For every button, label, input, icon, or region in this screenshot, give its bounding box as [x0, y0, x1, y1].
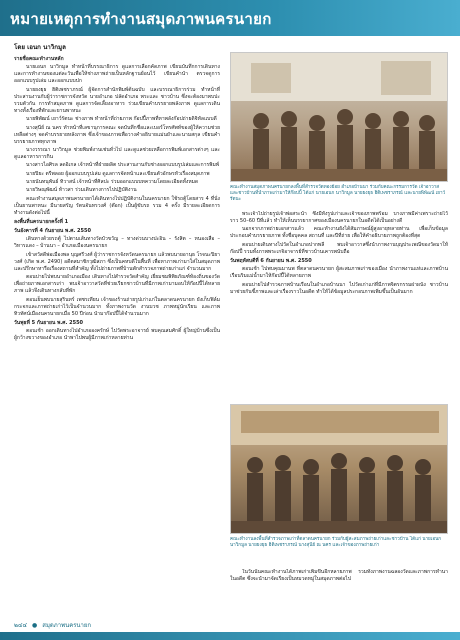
- paragraph: นายวิษณุพัฒน์ ท้าวสา ร่วมเดินทางการไปปฏิบัติงาน: [26, 187, 137, 194]
- photo-group-temple: [230, 52, 448, 182]
- section-subheading: รายชื่อคณะทำงานหลัก: [14, 56, 64, 62]
- paragraph: นายพิพัฒน์ เยาว์รัตนะ ช่างภาพ ทำหน้าที่ถ่ายภาพ ก๊อปปี้ภาพที่หาพลังก๊อปถ่ายดิจิทัลแบบดี: [26, 116, 217, 123]
- paragraph: ตอนเช้า ไปพบคุณมานพ ที่ตลาดนครนายก ผู้สะสมภาพเก่าของเมือง นำภาพงานแห่และภาพบ้านเรือนริมแม่น้ำมาให้ก๊อปปี้ได้หลายภาพ: [230, 266, 448, 280]
- right-column-bottom: [230, 569, 448, 613]
- author-byline: โดย เอนก นาวิกมูล: [14, 44, 66, 51]
- page-footer: [14, 620, 91, 630]
- paragraph: นายยงยุธ ฮิติเพชราภรณ์ ผู้จัดการสำนักพิมพ์ต้นฉบับ และบรรณาธิการร่วม ทำหน้าที่ประสานงานกับผู้ว่าราชการจังหวัด นายอำเภอ ปลัดอำเภอ พระและ ชาวบ้าน ซึ่งจะต้องมาพบปะรวมตัวกัน การทำสมุดภาพ ดูแลการจัดเลี้ยงอาหาร ร่วมเขียนคำบรรยายพลังภาพ ดูแลการเดินทางทั้งเรื่องที่พักและยานพาหนะ: [14, 86, 220, 115]
- photo-group-market: [230, 404, 448, 534]
- book-title: สมุดภาพนครนายก: [42, 622, 92, 629]
- paragraph: พระเจ้าไปถ่ายรูปเจ้าพ่อสระน้ำ ซึ่งมีทั้งรูปเก่าและเจ้าของภาพพร้อม บางภาพมีค่าเพราะถ่ายไว้ราว 50–60 ปีที่แล้ว ทำให้เห็นบรรยากาศของเมืองนครนายกในอดีตได้เป็นอย่างดี: [230, 211, 448, 225]
- paragraph: ตอนเย็นพบนายสุรินทร์ เพชรเทียน เจ้าของร้านถ่ายรูปเก่าแก่ในตลาดนครนายก ยังเก็บฟิล์มกระจกและภาพถ่ายเก่าไว้เป็นจำนวนมาก ทั้งภาพงานวัด งานบวช ภาพหมู่นักเรียน และภาพทิวทัศน์เมืองนครนายกเมื่อ 50 ปีก่อน นำมาก๊อปปี้ได้จำนวนมาก: [14, 296, 220, 317]
- page-number: ๒๔๔: [14, 622, 28, 629]
- paragraph: เดินทางด้วยรถตู้ ไปตามเส้นทางวัดบัวขวัญ – ทางด่วนบางปะอิน – รังสิต – หนองเสือ – วิหารแดง – บ้านนา – อำเภอเมืองนครนายก: [14, 236, 220, 250]
- section-subheading: ลงพื้นที่นครนายกครั้งที่ 1: [14, 218, 69, 225]
- page-title: หมายเหตุการทำงานสมุดภาพนครนายก: [10, 10, 272, 28]
- section-subheading: วันพุธที่ 5 กันยายน พ.ศ. 2550: [14, 319, 84, 326]
- paragraph: ตอนเช้า ออกเดินทางไปอำเภอองครักษ์ ไปวัดพระอาจารย์ พบคุณสมศักดิ์ ผู้ใหญ่บ้านซึ่งเป็นผู้กว้างขวางของอำเภอ นำพาไปพบผู้มีภาพเก่าหลายท่าน: [14, 328, 220, 342]
- paragraph: ในวันนั้นคณะทำงานได้ภาพเก่าเพิ่มขึ้นอีกหลายภาพ รวมทั้งภาพงานฉลองวัดและภาพการทำนาในอดีต ซึ่งจะนำมาจัดเรียงเป็นหมวดหมู่ในสมุดภาพต่อไป: [230, 569, 448, 583]
- footer-band: [0, 632, 460, 640]
- paragraph: คณะทำงานสมุดภาพนครนายกได้เดินทางไปปฏิบัติงานในนครนายก ใช้รถตู้โดยสาร 4 ที่นั่งเป็นยานพาหนะ มีนายสรัญ รัตนจันทรวงศ์ (ต๊อก) เป็นผู้ขับรถ รวม 4 ครั้ง มีรายละเอียดการทำงานดังต่อไปนี้: [14, 195, 220, 216]
- paragraph: นายเอนก นาวิกมูล ทำหน้าที่บรรณาธิการ ดูแลการเลือกคัดภาพ เขียนบันทึกการเดินทางและการทำงานของแต่ละวันเพื่อให้ช่างภาพถ่ายเป็นหลักฐานย้อนไว้ เขียนคำนำ ตรวจดูการออกแบบรูปเล่ม และออกแบบปก: [14, 64, 220, 85]
- paragraph: นางสาวไอศิรล ลดอิเกล เจ้าหน้าที่ฝ่ายผลิต ประสานงานกับช่างออกแบบรูปเล่มและการพิมพ์: [26, 162, 220, 169]
- right-column-top: [230, 211, 448, 401]
- paragraph: เข้าสวัสดีพ่อเมืองพล บุญศรีวงศ์ ผู้ว่าราชการจังหวัดนครนายก แล้วพบนายอานุธ โรจนะปิยาวงศ์ (เกิด พ.ศ. 2490) อดีตสมาชิกวุฒิสภา ซึ่งเป็นคหบดีในพื้นที่ เพื่อหาภาพเก่ามาใส่ในสมุดภาพและปรึกษาหารือเรื่องสถานที่สำคัญ ทั้งไปถ่ายภาพที่บ้านพักสำรวจภาพถ่ายเก่าแก่ จำนวนมาก: [14, 251, 220, 272]
- photo-caption-bottom: คณะทำงานลงพื้นที่สำรวจภาพเก่าที่ตลาดนครนายก ร่วมกับผู้สะสมภาพถ่ายเก่าและชาวบ้าน ได้แก่ นายเอนก นาวิกมูล นายยงยุธ ฮิติเพชราภรณ์ นางสุนีย์ ณ นคร และเจ้าของภาพถ่ายเก่า: [230, 537, 441, 549]
- photo-illustration: [231, 53, 448, 182]
- section-subheading: วันพฤหัสบดีที่ 6 กันยายน พ.ศ. 2550: [230, 257, 312, 264]
- section-subheading: วันอังคารที่ 4 กันยายน พ.ศ. 2550: [14, 227, 91, 234]
- photo-caption-top: คณะทำงานสมุดภาพนครนายกลงพื้นที่สำรวจวัดทองย้อย อำเภอบ้านนา ร่วมกับคณะกรรมการวัด เจ้าอาวาส และชาวบ้านที่นำภาพเก่ามาให้ก๊อปปี้ ได้แก่ นายเอนก นาวิกมูล นายยงยุธ ฮิติเพชราภรณ์ และนายพิพัฒน์ เยาว์รัตนะ: [230, 185, 446, 203]
- photo-illustration: [231, 405, 448, 534]
- left-column: [14, 54, 220, 610]
- paragraph: นางสุนีย์ ณ นคร ทำหน้าที่เลขานุการคณะ จดบันทึกชื่อและเบอร์โทรศัพท์ของผู้ให้ความช่วยเหลือต่างๆ จดคำบรรยายหลังภาพ ซึ่งเจ้าของภาพเพื่อวางคำอธิบายแม่นยำและนามสกุล เขียนคำบรรยายภาพทุกภาพ: [14, 124, 220, 145]
- paragraph: นายนันทนุพันธ์ ทิวาสน์ เจ้าหน้าที่ศิลปะ ร่วมออกแบบบทความโดยละเอียดทั้งหมด: [26, 179, 199, 185]
- paragraph: ตอนบ่ายไปสำรวจภาพบ้านเรือนในอำเภอบ้านนา ไปวัดเก่าแก่ที่มีภาพจิตรกรรมฝาผนัง ชาวบ้านมาช่วยกันชี้ภาพและเล่าเรื่องราวในอดีต ทำให้ได้ข้อมูลประกอบภาพเพิ่มขึ้นเป็นอันมาก: [230, 281, 448, 295]
- bullet-separator: ●: [32, 621, 38, 629]
- paragraph: นายปิยะ ตรีพลอย ผู้ออกแบบรูปเล่ม ดูแลการจัดหน้าและเขียนตัวอักษรหัวเรื่องสมุดภาพ: [26, 170, 210, 177]
- paragraph: นอกจากภาพถ่ายเอกสารแล้ว คณะทำงานยังได้สัมภาษณ์ผู้สูงอายุหลายท่าน เพื่อเก็บข้อมูลประกอบคำบรรยายภาพ ทั้งชื่อบุคคล สถานที่ และปีที่ถ่าย เพื่อให้คำอธิบายภาพถูกต้องที่สุด: [230, 226, 448, 240]
- paragraph: ตอนบ่ายไปพบนายอำเภอเมือง เดินทางไปสำรวจวัดสำคัญ เยี่ยมชมพิพิธภัณฑ์ท้องถิ่นของวัด เพื่อถ่ายภาพเอกสารเก่า พบเจ้าอาวาสวัดที่ช่วยเรียกชาวบ้านที่มีภาพเก่ามามอบให้ก๊อปปี้ได้หลายภาพ แล้วจึงเดินทางกลับที่พัก: [14, 274, 220, 295]
- paragraph: ตอนบ่ายเดินทางไปวัดในอำเภอปากพลี พบเจ้าอาวาสซึ่งนำภาพงานบุญประเพณีของวัดมาให้ก๊อปปี้ รวมทั้งภาพพระเกจิอาจารย์ที่ชาวบ้านเคารพนับถือ: [230, 241, 448, 255]
- paragraph: นางวรรณา นาวิกมูล ช่วยพิมพ์งานเช่นทั่วไป และดูแลช่วยเหลือการพิมพ์เอกสารต่างๆ และดูแลอาหารการกิน: [14, 147, 220, 161]
